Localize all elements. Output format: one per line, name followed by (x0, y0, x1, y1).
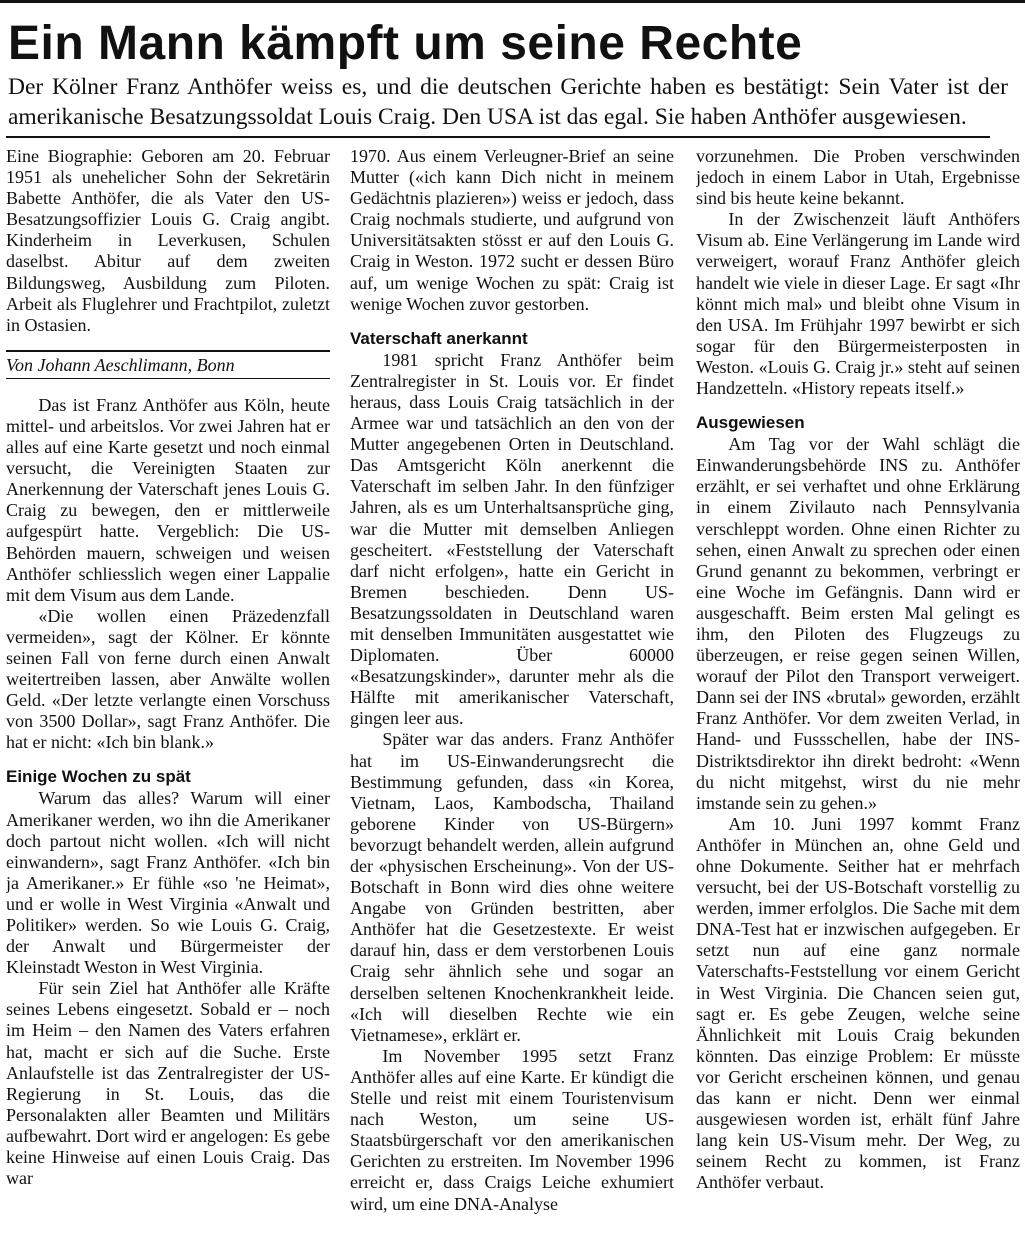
byline-rule-bottom (6, 378, 330, 379)
section-heading: Einige Wochen zu spät (6, 767, 191, 787)
paragraph: «Die wollen einen Präzedenzfall vermeiden», sagt der Kölner. Er könnte seinen Fall von ferne durch einen Anwalt weitertreiben lassen, aber Anwälte wollen Geld. «Der letzte verlangte einen Vorschuss von 3500 Dollar», sagt Franz Anthöfer. Die hat er nicht: «Ich bin blank.» (6, 605, 330, 753)
bio-paragraph: Eine Biographie: Geboren am 20. Februar 1951 als unehelicher Sohn der Sekretärin Babette Anthöfer, die als Vater den US-Besatzungsoffizier Louis G. Craig angibt. Kinderheim in Leverkusen, Schulen daselbst. Abitur auf dem zweiten Bildungsweg, Ausbildung zum Piloten. Arbeit als Fluglehrer und Frachtpilot, zuletzt in Ostasien. (6, 146, 330, 335)
paragraph: Warum das alles? Warum will einer Amerikaner werden, wo ihn die Amerikaner doch partout nicht wollen. «Ich will nicht einwandern», sagt Franz Anthöfer. «Ich bin ja Amerikaner.» Er fühle «so 'ne Heimat», und er wolle in West Virginia «Anwalt und Politiker» werden. So wie Louis G. Craig, der Anwalt und Bürgermeister der Kleinstadt Weston in West Virginia. (6, 788, 330, 978)
byline-rule-top (6, 350, 330, 352)
paragraph: In der Zwischenzeit läuft Anthöfers Visum ab. Eine Verlängerung im Lande wird verweigert, worauf Franz Anthöfer gleich handelt wie viele in dieser Lage. Er sagt «Ihr könnt mich mal» und bleibt ohne Visum in den USA. Im Frühjahr 1997 bewirbt er sich sogar für den Bürgermeisterposten in Weston. «Louis G. Craig jr.» steht auf seinen Handzetteln. «History repeats itself.» (696, 209, 1020, 399)
byline: Von Johann Aeschlimann, Bonn (6, 354, 235, 375)
column-1 (6, 146, 330, 1256)
paragraph: Das ist Franz Anthöfer aus Köln, heute mittel- und arbeitslos. Vor zwei Jahren hat er alles auf eine Karte gesetzt und noch einmal versucht, die Vereinigten Staaten zur Anerkennung der Vaterschaft jenes Louis G. Craig zu bewegen, den er mittlerweile aufgespürt hatte. Vergeblich: Die US-Behörden mauern, schweigen und weisen Anthöfer schliesslich wegen einer Lappalie mit dem Visum aus dem Lande. (6, 394, 330, 605)
headline: Ein Mann kämpft um seine Rechte (8, 17, 803, 70)
paragraph: 1970. Aus einem Verleugner-Brief an seine Mutter («ich kann Dich nicht in meinem Gedächtnis plazieren») weiss er jedoch, dass Craig nochmals studierte, und aufgrund von Universitätsakten stösst er auf den Louis G. Craig in Weston. 1972 sucht er dessen Büro auf, um wenige Wochen zu spät: Craig ist wenige Wochen zuvor gestorben. (350, 146, 674, 314)
paragraph: vorzunehmen. Die Proben verschwinden jedoch in einem Labor in Utah, Ergebnisse sind bis heute keine bekannt. (696, 146, 1020, 209)
paragraph: Für sein Ziel hat Anthöfer alle Kräfte seines Lebens eingesetzt. Sobald er – noch im Heim – den Namen des Vaters erfahren hat, macht er sich auf die Suche. Erste Anlaufstelle ist das Zentralregister der US-Regierung in St. Louis, das die Personalakten aller Beamten und Militärs aufbewahrt. Dort wird er angelogen: Es gebe keine Hinweise auf einen Louis Craig. Das war (6, 978, 330, 1189)
paragraph: Am 10. Juni 1997 kommt Franz Anthöfer in München an, ohne Geld und ohne Dokumente. Seither hat er mehrfach versucht, bei der US-Botschaft vorstellig zu werden, immer erfolglos. Die Sache mit dem DNA-Test hat er inzwischen aufgegeben. Er setzt nun auf eine ganz normale Vaterschafts-Feststellung vor einem Gericht in West Virginia. Die Chancen seien gut, sagt er. Es gebe Zeugen, welche seine Ähnlichkeit mit Louis Craig bekunden könnten. Das einzige Problem: Er müsste vor Gericht erscheinen können, und genau das kann er nicht. Denn wer einmal ausgewiesen worden ist, erhält fünf Jahre lang kein US-Visum mehr. Der Weg, zu seinem Recht zu kommen, ist Franz Anthöfer verbaut. (696, 813, 1020, 1193)
column-2 (350, 146, 674, 1256)
paragraph: Später war das anders. Franz Anthöfer hat im US-Einwanderungsrecht die Bestimmung gefunden, dass «in Korea, Vietnam, Laos, Kambodscha, Thailand geborene Kinder von US-Bürgern» bevorzugt behandelt werden, allein aufgrund der «physischen Erscheinung». Von der US-Botschaft in Bonn wird dies ohne weitere Angabe von Gründen bestritten, aber Anthöfer hat die Gesetzestexte. Er weist darauf hin, dass er dem verstorbenen Louis Craig sehr ähnlich sehe und sogar an derselben seltenen Knochenkrankheit leide. «Ich will dieselben Rechte wie ein Vietnamese», erklärt er. (350, 729, 674, 1045)
paragraph: 1981 spricht Franz Anthöfer beim Zentralregister in St. Louis vor. Er findet heraus, dass Louis Craig tatsächlich in der Armee war und tatsächlich an den von der Mutter angegebenen Orten in Deutschland. Das Amtsgericht Köln anerkennt die Vaterschaft im selben Jahr. In den fünfziger Jahren, als es um Unterhaltsansprüche ging, war die Mutter mit demselben Anliegen gescheitert. «Feststellung der Vaterschaft darf nicht erfolgen», hatte ein Gericht in Bremen beschieden. Denn US-Besatzungssoldaten in Deutschland waren mit denselben Immunitäten ausgestattet wie Diplomaten. Über 60000 «Besatzungskinder», darunter mehr als die Hälfte mit amerikanischer Vaterschaft, gingen leer aus. (350, 349, 674, 729)
subtitle-rule (6, 136, 990, 138)
section-heading: Ausgewiesen (696, 413, 805, 433)
column-3 (696, 146, 1020, 1256)
paragraph: Im November 1995 setzt Franz Anthöfer alles auf eine Karte. Er kündigt die Stelle und reist mit einem Touristenvisum nach Weston, um seine US-Staatsbürgerschaft vor den amerikanischen Gerichten zu erstreiten. Im November 1996 erreicht er, dass Craigs Leiche exhumiert wird, um eine DNA-Analyse (350, 1045, 674, 1214)
paragraph: Am Tag vor der Wahl schlägt die Einwanderungsbehörde INS zu. Anthöfer erzählt, er sei verhaftet und ohne Erklärung in einem Zivilauto nach Pennsylvania verschleppt worden. Ohne einen Richter zu sehen, einen Anwalt zu sprechen oder einen Grund genannt zu bekommen, verbringt er eine Woche im Gefängnis. Dann wird er ausgeschafft. Beim ersten Mal gelingt es ihm, den Piloten des Flugzeugs zu überzeugen, er reise gegen seinen Willen, worauf der Pilot den Transport verweigert. Dann sei der INS «brutal» geworden, erzählt Franz Anthöfer. Vor dem zweiten Verlad, in Hand- und Fussschellen, habe der INS-Distriktsdirektor ihn direkt bedroht: «Wenn du nicht mitgehst, wirst du nie mehr imstande sein zu gehen.» (696, 434, 1020, 813)
top-rule (0, 0, 1025, 3)
section-heading: Vaterschaft anerkannt (350, 328, 528, 348)
subtitle: Der Kölner Franz Anthöfer weiss es, und die deutschen Gerichte haben es bestätigt: Sein Vater ist der amerikanische Besatzungssoldat Louis Craig. Den USA ist das egal. Sie haben Anthöfer ausgewiesen. (8, 74, 1008, 130)
